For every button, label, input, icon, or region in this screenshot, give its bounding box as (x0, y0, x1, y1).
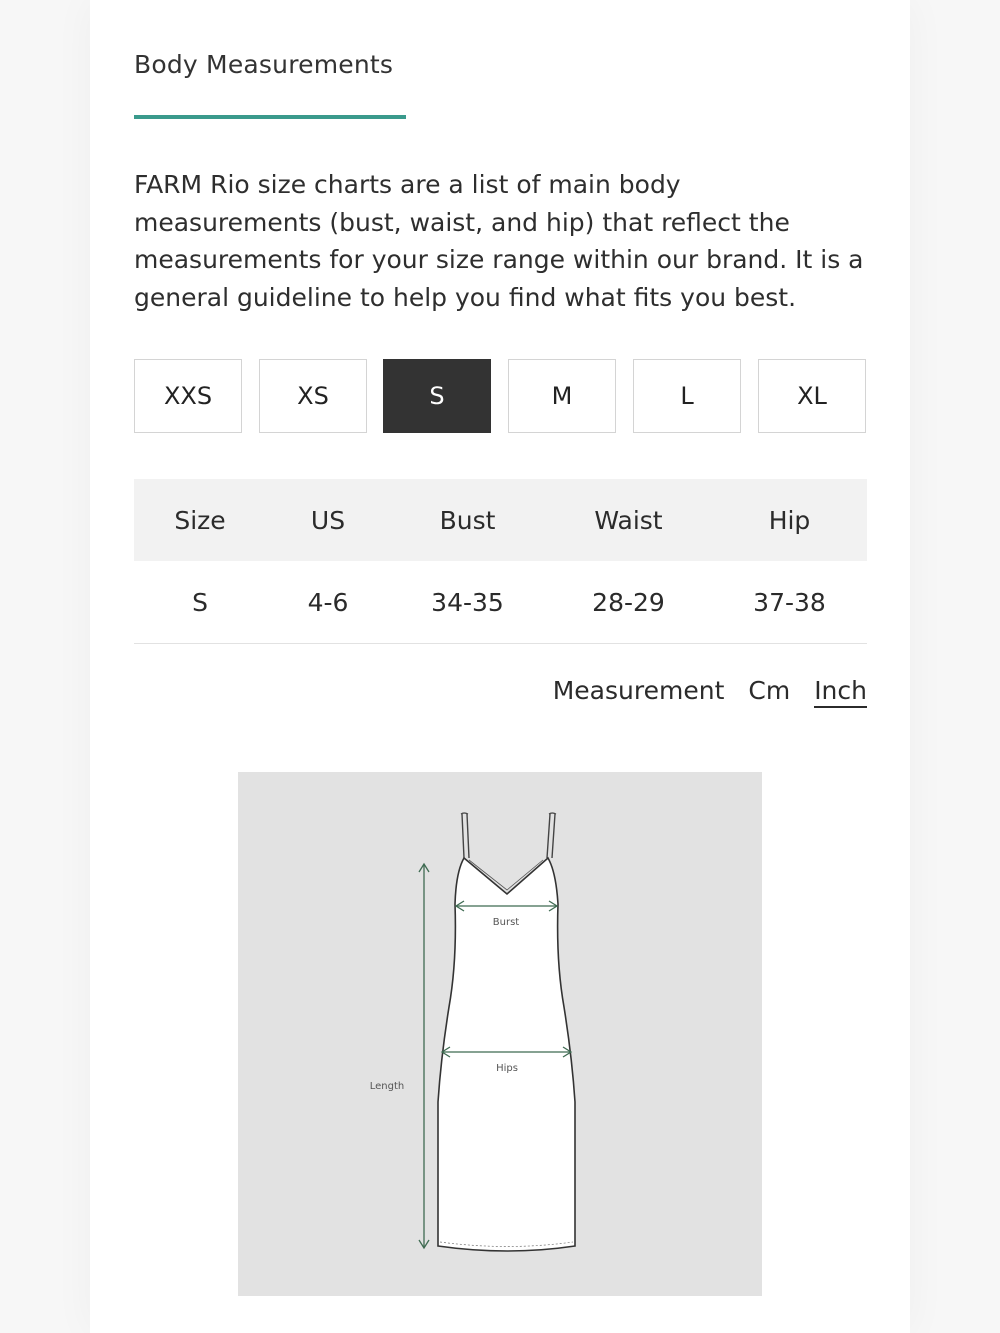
header-hip: Hip (768, 505, 811, 535)
dress-illustration (238, 772, 762, 1296)
unit-toggle (553, 676, 867, 708)
size-button-m[interactable]: M (508, 359, 616, 433)
cell-hip: 37-38 (753, 587, 826, 617)
body-measurements-tab[interactable]: Body Measurements (134, 50, 394, 79)
cell-waist: 28-29 (592, 587, 665, 617)
measurement-label: Measurement (552, 676, 725, 705)
unit-inch-option[interactable]: Inch (814, 676, 867, 708)
cell-size: S (192, 587, 208, 617)
measurement-table (134, 479, 867, 644)
length-arrow (419, 864, 429, 1248)
header-waist: Waist (594, 505, 663, 535)
length-label: Length (369, 1081, 405, 1092)
header-bust: Bust (439, 505, 496, 535)
size-button-xl[interactable]: XL (758, 359, 866, 433)
header-size: Size (174, 505, 226, 535)
cell-bust: 34-35 (431, 587, 504, 617)
dress-measurement-diagram (238, 772, 762, 1296)
table-row (134, 561, 867, 644)
table-header-row (134, 479, 867, 561)
bust-label: Burst (492, 917, 520, 928)
size-button-xs[interactable]: XS (259, 359, 367, 433)
size-chart-description: FARM Rio size charts are a list of main body measurements (bust, waist, and hip) that reflect the measurements for your size range within our brand. It is a general guideline to help you find what fits you best. (134, 170, 864, 312)
header-us: US (310, 505, 346, 535)
size-button-s[interactable]: S (383, 359, 491, 433)
cell-us: 4-6 (307, 587, 349, 617)
size-button-xxs[interactable]: XXS (134, 359, 242, 433)
size-button-l[interactable]: L (633, 359, 741, 433)
active-tab-underline (134, 115, 406, 119)
size-guide-panel (90, 0, 910, 1333)
unit-cm-option[interactable]: Cm (748, 676, 791, 705)
size-selector (134, 359, 867, 435)
hips-label: Hips (496, 1063, 518, 1074)
